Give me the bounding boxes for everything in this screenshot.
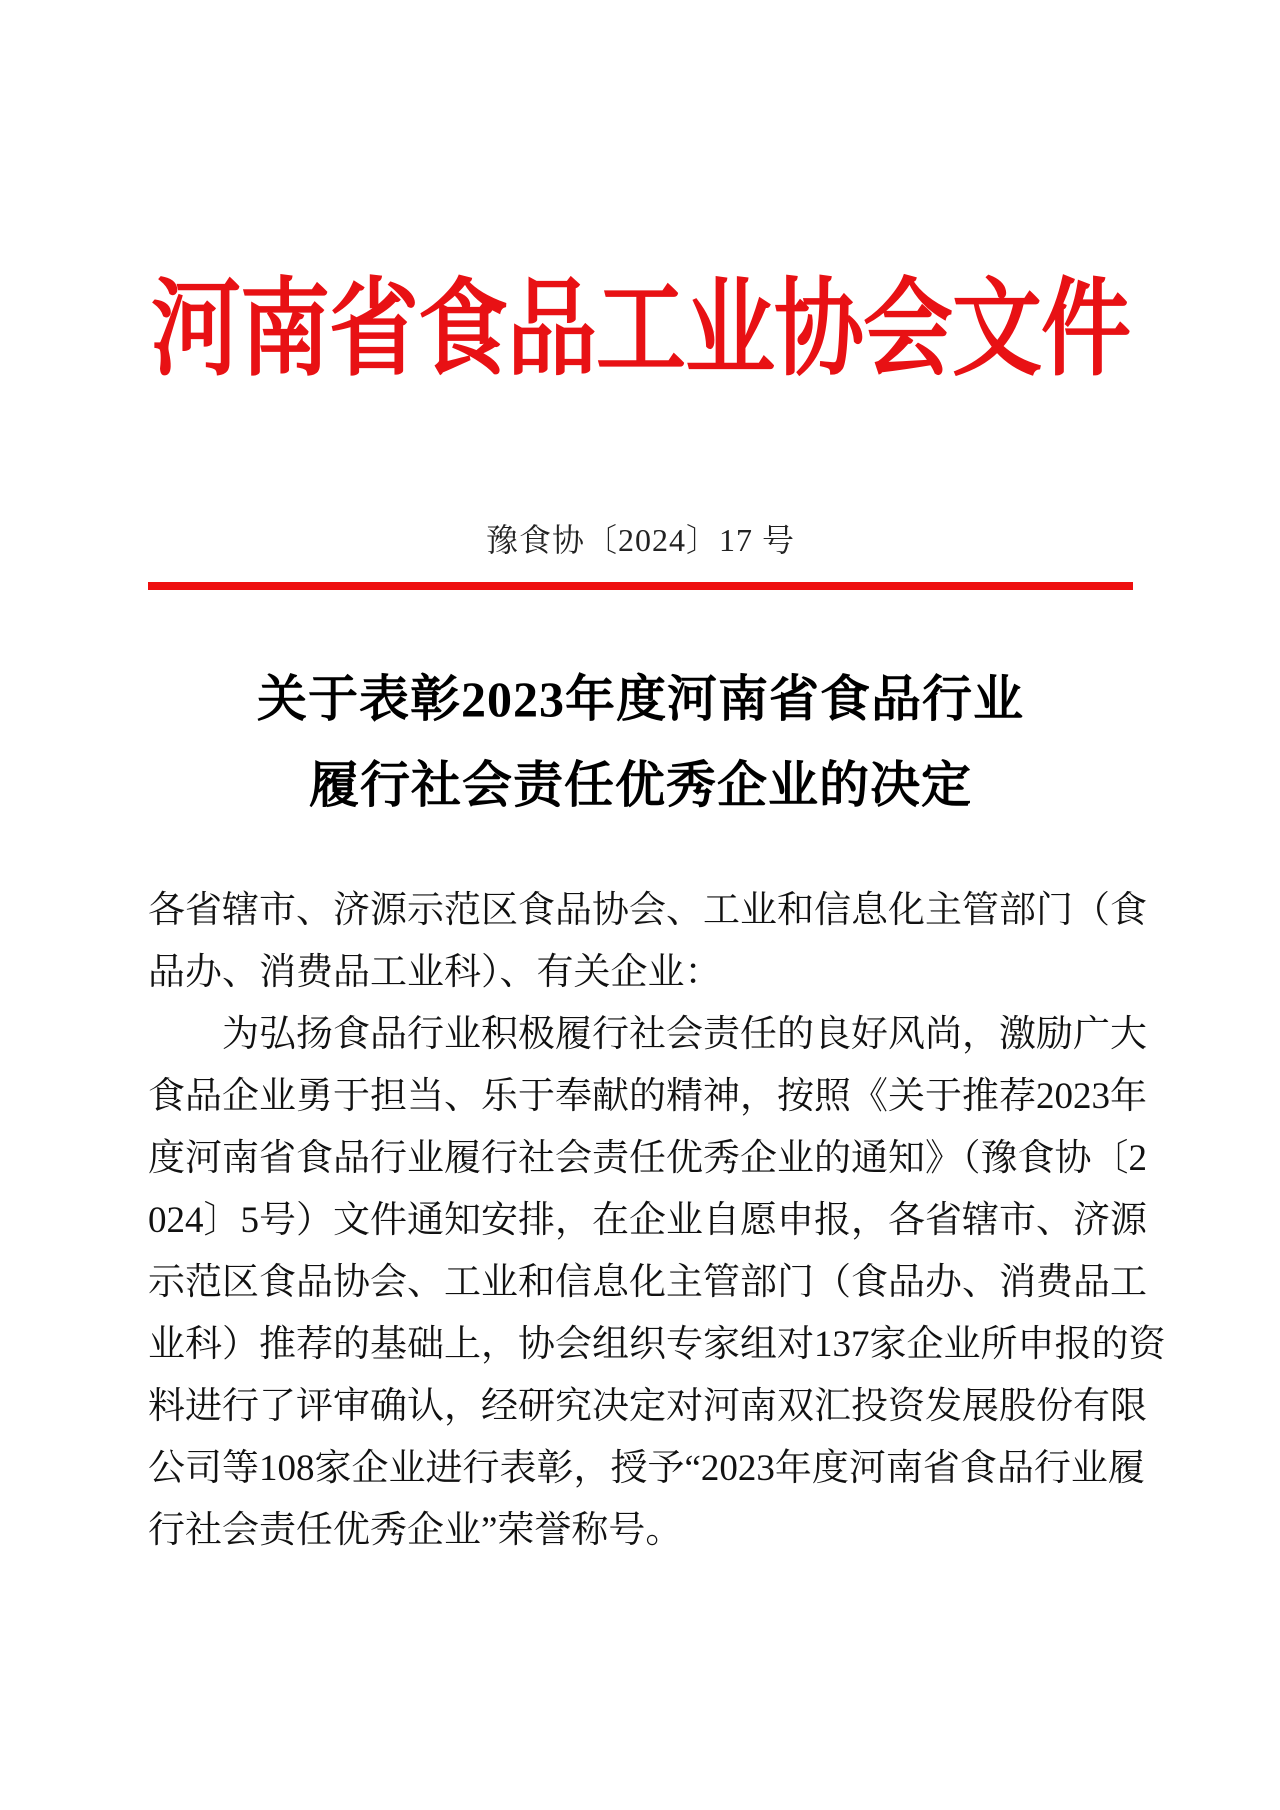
body-line: 料进行了评审确认，经研究决定对河南双汇投资发展股份有限 [148,1385,1147,1427]
body-line: 行社会责任优秀企业”荣誉称号。 [148,1509,683,1551]
red-divider-rule [148,582,1133,590]
letterhead-org-title: 河南省食品工业协会文件 [151,272,1130,389]
body-line: 为弘扬食品行业积极履行社会责任的良好风尚，激励广大 [148,1013,1147,1055]
body-line: 示范区食品协会、工业和信息化主管部门（食品办、消费品工 [148,1261,1147,1303]
document-body [148,880,1166,1562]
document-number: 豫食协〔2024〕17 号 [485,522,795,559]
document-title [148,656,1133,828]
body-line: 业科）推荐的基础上，协会组织专家组对137家企业所申报的资 [148,1323,1166,1365]
document-title-line-2: 履行社会责任优秀企业的决定 [309,756,972,813]
document-title-line-1: 关于表彰2023年度河南省食品行业 [257,670,1024,727]
body-line: 公司等108家企业进行表彰，授予“2023年度河南省食品行业履 [148,1447,1145,1489]
body-line: 食品企业勇于担当、乐于奉献的精神，按照《关于推荐2023年 [148,1075,1147,1117]
body-line: 各省辖市、济源示范区食品协会、工业和信息化主管部门（食 [148,889,1147,931]
body-line: 度河南省食品行业履行社会责任优秀企业的通知》（豫食协〔2 [148,1137,1147,1179]
body-line: 品办、消费品工业科）、有关企业： [148,951,722,993]
body-line: 024〕5号）文件通知安排，在企业自愿申报，各省辖市、济源 [148,1199,1147,1241]
